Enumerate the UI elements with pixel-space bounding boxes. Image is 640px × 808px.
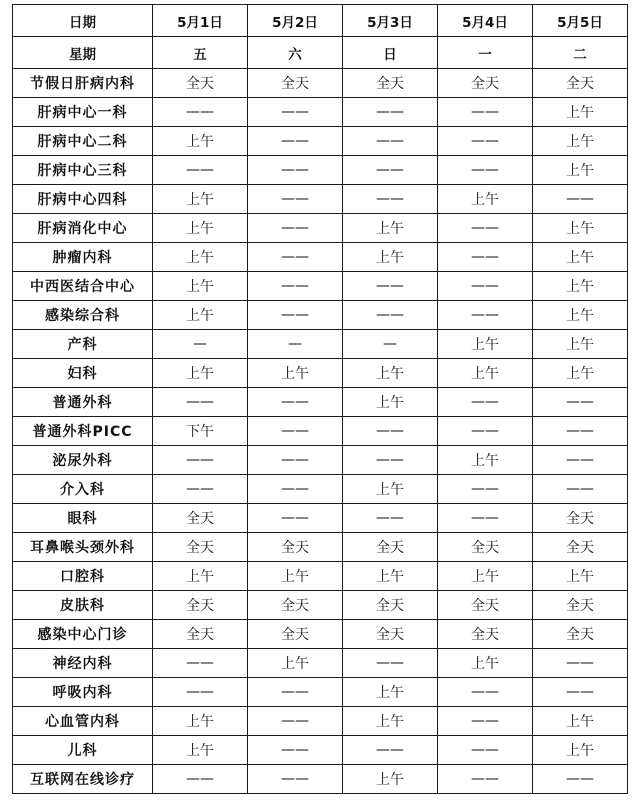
schedule-cell: 全天 — [533, 533, 628, 562]
schedule-cell: —— — [343, 504, 438, 533]
department-name-cell: 产科 — [13, 330, 153, 359]
schedule-cell: —— — [533, 649, 628, 678]
schedule-cell: —— — [438, 417, 533, 446]
schedule-cell: —— — [438, 707, 533, 736]
schedule-cell: 全天 — [343, 69, 438, 98]
department-name-cell: 互联网在线诊疗 — [13, 765, 153, 794]
weekday-cell: 日 — [343, 37, 438, 69]
schedule-cell: —— — [533, 475, 628, 504]
department-name-cell: 普通外科 — [13, 388, 153, 417]
schedule-cell: —— — [438, 127, 533, 156]
schedule-cell: —— — [248, 185, 343, 214]
schedule-cell: —— — [248, 98, 343, 127]
schedule-cell: —— — [153, 475, 248, 504]
department-name-cell: 呼吸内科 — [13, 678, 153, 707]
schedule-cell: 全天 — [438, 620, 533, 649]
schedule-cell: —— — [438, 504, 533, 533]
department-name-cell: 心血管内科 — [13, 707, 153, 736]
table-row — [13, 69, 628, 98]
table-row — [13, 388, 628, 417]
schedule-cell: 上午 — [438, 359, 533, 388]
schedule-cell: —— — [248, 736, 343, 765]
schedule-cell: —— — [248, 301, 343, 330]
schedule-cell: 下午 — [153, 417, 248, 446]
schedule-cell: —— — [438, 243, 533, 272]
schedule-cell: 上午 — [153, 214, 248, 243]
schedule-cell: —— — [343, 127, 438, 156]
department-name-cell: 泌尿外科 — [13, 446, 153, 475]
weekday-cell: 一 — [438, 37, 533, 69]
schedule-cell: 上午 — [343, 359, 438, 388]
schedule-cell: —— — [153, 765, 248, 794]
schedule-cell: —— — [438, 301, 533, 330]
schedule-cell: 上午 — [153, 736, 248, 765]
table-row — [13, 678, 628, 707]
schedule-cell: 上午 — [533, 359, 628, 388]
department-name-cell: 肝病中心二科 — [13, 127, 153, 156]
schedule-cell: 上午 — [533, 243, 628, 272]
schedule-cell: —— — [153, 678, 248, 707]
schedule-cell: 上午 — [343, 243, 438, 272]
schedule-cell: —— — [438, 214, 533, 243]
schedule-cell: 全天 — [343, 591, 438, 620]
schedule-cell: 全天 — [248, 533, 343, 562]
schedule-cell: 上午 — [248, 649, 343, 678]
schedule-cell: 上午 — [248, 562, 343, 591]
table-row — [13, 98, 628, 127]
schedule-cell: — — [343, 330, 438, 359]
schedule-cell: —— — [248, 243, 343, 272]
department-name-cell: 普通外科PICC — [13, 417, 153, 446]
department-name-cell: 肝病中心四科 — [13, 185, 153, 214]
schedule-cell: 全天 — [153, 69, 248, 98]
date-cell: 5月4日 — [438, 5, 533, 37]
schedule-cell: —— — [248, 446, 343, 475]
table-row — [13, 185, 628, 214]
schedule-cell: 上午 — [153, 185, 248, 214]
schedule-cell: 上午 — [438, 330, 533, 359]
schedule-cell: 上午 — [153, 243, 248, 272]
schedule-cell: 全天 — [438, 533, 533, 562]
schedule-cell: —— — [248, 678, 343, 707]
weekday-header-row — [13, 37, 628, 69]
schedule-cell: 上午 — [343, 707, 438, 736]
date-cell: 5月2日 — [248, 5, 343, 37]
department-name-cell: 肿瘤内科 — [13, 243, 153, 272]
department-name-cell: 中西医结合中心 — [13, 272, 153, 301]
schedule-cell: —— — [343, 301, 438, 330]
schedule-cell: 上午 — [533, 562, 628, 591]
schedule-cell: 全天 — [533, 504, 628, 533]
schedule-cell: 上午 — [533, 127, 628, 156]
schedule-cell: — — [153, 330, 248, 359]
schedule-cell: —— — [533, 185, 628, 214]
table-row — [13, 504, 628, 533]
table-row — [13, 272, 628, 301]
holiday-clinic-schedule-table — [12, 4, 628, 794]
schedule-cell: —— — [153, 156, 248, 185]
schedule-cell: 上午 — [248, 359, 343, 388]
schedule-cell: 全天 — [153, 533, 248, 562]
department-name-cell: 皮肤科 — [13, 591, 153, 620]
schedule-cell: 上午 — [533, 736, 628, 765]
table-row — [13, 446, 628, 475]
table-row — [13, 243, 628, 272]
schedule-cell: —— — [248, 417, 343, 446]
date-cell: 5月1日 — [153, 5, 248, 37]
schedule-cell: 上午 — [343, 214, 438, 243]
schedule-cell: —— — [153, 649, 248, 678]
schedule-cell: —— — [248, 707, 343, 736]
date-header-row — [13, 5, 628, 37]
department-name-cell: 肝病消化中心 — [13, 214, 153, 243]
table-row — [13, 359, 628, 388]
schedule-cell: 上午 — [343, 562, 438, 591]
date-label-cell: 日期 — [13, 5, 153, 37]
schedule-cell: 上午 — [153, 301, 248, 330]
schedule-cell: 全天 — [248, 591, 343, 620]
schedule-cell: —— — [343, 446, 438, 475]
department-name-cell: 妇科 — [13, 359, 153, 388]
schedule-cell: 上午 — [343, 678, 438, 707]
schedule-cell: 全天 — [533, 620, 628, 649]
schedule-cell: 上午 — [438, 562, 533, 591]
department-name-cell: 感染综合科 — [13, 301, 153, 330]
schedule-cell: —— — [343, 185, 438, 214]
department-name-cell: 口腔科 — [13, 562, 153, 591]
schedule-cell: 全天 — [533, 69, 628, 98]
schedule-cell: 上午 — [343, 388, 438, 417]
department-name-cell: 肝病中心一科 — [13, 98, 153, 127]
schedule-cell: —— — [533, 417, 628, 446]
schedule-cell: 全天 — [153, 504, 248, 533]
schedule-cell: —— — [343, 272, 438, 301]
schedule-cell: —— — [248, 765, 343, 794]
table-row — [13, 591, 628, 620]
table-row — [13, 765, 628, 794]
schedule-cell: —— — [248, 272, 343, 301]
schedule-cell: —— — [343, 736, 438, 765]
schedule-cell: —— — [343, 98, 438, 127]
schedule-cell: 上午 — [533, 272, 628, 301]
schedule-cell: 全天 — [343, 620, 438, 649]
table-row — [13, 533, 628, 562]
table-row — [13, 330, 628, 359]
schedule-cell: —— — [533, 765, 628, 794]
schedule-cell: 上午 — [533, 214, 628, 243]
schedule-cell: —— — [438, 98, 533, 127]
schedule-cell: 全天 — [438, 69, 533, 98]
schedule-cell: 上午 — [533, 707, 628, 736]
schedule-cell: —— — [438, 736, 533, 765]
schedule-cell: —— — [248, 475, 343, 504]
schedule-cell: 全天 — [153, 620, 248, 649]
table-row — [13, 562, 628, 591]
table-row — [13, 475, 628, 504]
schedule-cell: 上午 — [438, 649, 533, 678]
department-name-cell: 节假日肝病内科 — [13, 69, 153, 98]
schedule-cell: 上午 — [533, 98, 628, 127]
weekday-cell: 五 — [153, 37, 248, 69]
weekday-cell: 二 — [533, 37, 628, 69]
schedule-cell: —— — [248, 127, 343, 156]
schedule-cell: —— — [248, 504, 343, 533]
table-row — [13, 127, 628, 156]
department-name-cell: 感染中心门诊 — [13, 620, 153, 649]
schedule-cell: 上午 — [153, 707, 248, 736]
schedule-cell: 上午 — [533, 156, 628, 185]
schedule-cell: —— — [248, 156, 343, 185]
table-row — [13, 156, 628, 185]
department-name-cell: 介入科 — [13, 475, 153, 504]
schedule-cell: —— — [153, 388, 248, 417]
schedule-cell: —— — [343, 417, 438, 446]
schedule-cell: —— — [343, 156, 438, 185]
schedule-cell: 上午 — [533, 330, 628, 359]
table-row — [13, 301, 628, 330]
department-name-cell: 肝病中心三科 — [13, 156, 153, 185]
schedule-cell: 上午 — [153, 562, 248, 591]
table-row — [13, 707, 628, 736]
schedule-cell: —— — [248, 388, 343, 417]
department-name-cell: 儿科 — [13, 736, 153, 765]
schedule-table-wrapper — [12, 4, 628, 794]
schedule-cell: 全天 — [533, 591, 628, 620]
department-name-cell: 眼科 — [13, 504, 153, 533]
schedule-cell: 全天 — [248, 69, 343, 98]
schedule-cell: —— — [438, 678, 533, 707]
schedule-cell: 上午 — [438, 446, 533, 475]
schedule-cell: —— — [533, 446, 628, 475]
schedule-cell: —— — [438, 475, 533, 504]
schedule-cell: 上午 — [438, 185, 533, 214]
schedule-cell: —— — [533, 678, 628, 707]
table-row — [13, 214, 628, 243]
schedule-cell: 上午 — [153, 127, 248, 156]
schedule-cell: —— — [438, 272, 533, 301]
schedule-cell: —— — [533, 388, 628, 417]
schedule-cell: 全天 — [248, 620, 343, 649]
schedule-cell: 上午 — [533, 301, 628, 330]
schedule-cell: 上午 — [153, 272, 248, 301]
schedule-cell: — — [248, 330, 343, 359]
date-cell: 5月3日 — [343, 5, 438, 37]
weekday-cell: 六 — [248, 37, 343, 69]
department-name-cell: 神经内科 — [13, 649, 153, 678]
table-row — [13, 417, 628, 446]
schedule-cell: 上午 — [343, 765, 438, 794]
schedule-cell: —— — [438, 765, 533, 794]
schedule-cell: 全天 — [153, 591, 248, 620]
department-name-cell: 耳鼻喉头颈外科 — [13, 533, 153, 562]
weekday-label-cell: 星期 — [13, 37, 153, 69]
schedule-cell: 全天 — [343, 533, 438, 562]
date-cell: 5月5日 — [533, 5, 628, 37]
table-row — [13, 620, 628, 649]
schedule-cell: —— — [248, 214, 343, 243]
schedule-cell: 上午 — [343, 475, 438, 504]
schedule-cell: —— — [153, 98, 248, 127]
table-row — [13, 649, 628, 678]
schedule-cell: 全天 — [438, 591, 533, 620]
schedule-cell: —— — [343, 649, 438, 678]
schedule-cell: —— — [438, 156, 533, 185]
schedule-cell: —— — [153, 446, 248, 475]
table-row — [13, 736, 628, 765]
schedule-cell: —— — [438, 388, 533, 417]
schedule-cell: 上午 — [153, 359, 248, 388]
